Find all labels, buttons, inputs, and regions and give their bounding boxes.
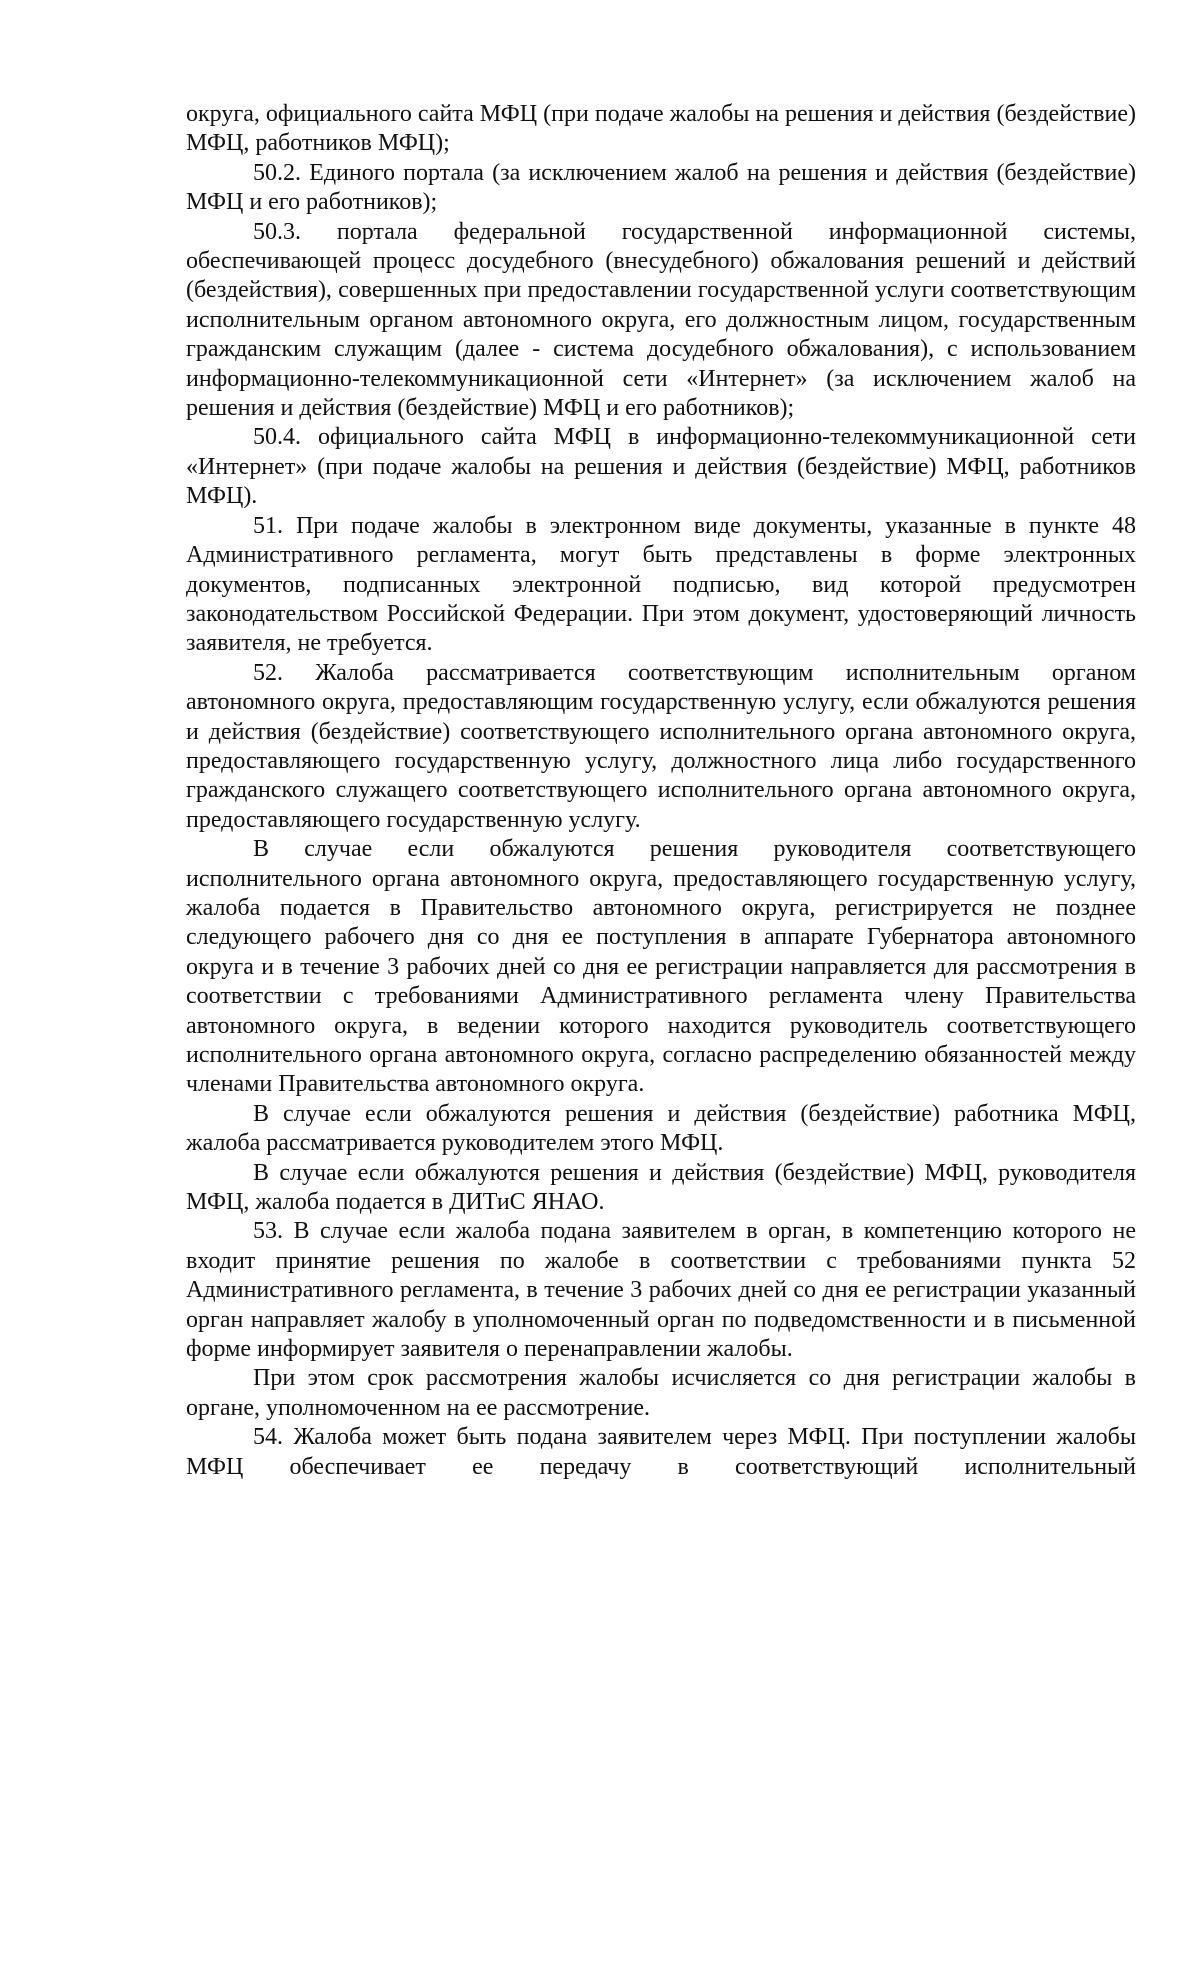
- paragraph-50-4: 50.4. официального сайта МФЦ в информационно-телекоммуникационной сети «Интернет» (при подаче жалобы на решения и действия (бездействие) МФЦ, работников МФЦ).: [186, 424, 1136, 510]
- paragraph-52-governor-case: В случае если обжалуются решения руководителя соответствующего исполнительного органа автономного округа, предоставляющего государственную услугу, жалоба подается в Правительство автономного округа, регистрируется не позднее следующего рабочего дня со дня ее поступления в аппарате Губернатора автономного округа и в течение 3 рабочих дней со дня ее регистрации направляется для рассмотрения в соответствии с требованиями Административного регламента члену Правительства автономного округа, в ведении которого находится руководитель соответствующего исполнительного органа автономного округа, согласно распределению обязанностей между членами Правительства автономного округа.: [186, 836, 1136, 1098]
- paragraph-continuation: округа, официального сайта МФЦ (при подаче жалобы на решения и действия (бездействие) МФЦ, работников МФЦ);: [186, 101, 1136, 157]
- paragraph-53: 53. В случае если жалоба подана заявителем в орган, в компетенцию которого не входит принятие решения по жалобе в соответствии с требованиями пункта 52 Административного регламента, в течение 3 рабочих дней со дня ее регистрации указанный орган направляет жалобу в уполномоченный орган по подведомственности и в письменной форме информирует заявителя о перенаправлении жалобы.: [186, 1218, 1136, 1363]
- paragraph-50-3: 50.3. портала федеральной государственной информационной системы, обеспечивающей процесс досудебного (внесудебного) обжалования решений и действий (бездействия), совершенных при предоставлении государственной услуги соответствующим исполнительным органом автономного округа, его должностным лицом, государственным гражданским служащим (далее - система досудебного обжалования), с использованием информационно-телекоммуникационной сети «Интернет» (за исключением жалоб на решения и действия (бездействие) МФЦ и его работников);: [186, 218, 1136, 422]
- paragraph-54: 54. Жалоба может быть подана заявителем через МФЦ. При поступлении жалобы МФЦ обеспечивает ее передачу в соответствующий исполнительный: [186, 1424, 1136, 1480]
- paragraph-52: 52. Жалоба рассматривается соответствующим исполнительным органом автономного округа, предоставляющим государственную услугу, если обжалуются решения и действия (бездействие) соответствующего исполнительного органа автономного округа, предоставляющего государственную услугу, должностного лица либо государственного гражданского служащего соответствующего исполнительного органа автономного округа, предоставляющего государственную услугу.: [186, 659, 1136, 833]
- paragraph-53-term: При этом срок рассмотрения жалобы исчисляется со дня регистрации жалобы в органе, уполномоченном на ее рассмотрение.: [186, 1365, 1136, 1421]
- paragraph-52-mfc-worker-case: В случае если обжалуются решения и действия (бездействие) работника МФЦ, жалоба рассматривается руководителем этого МФЦ.: [186, 1100, 1136, 1157]
- paragraph-51: 51. При подаче жалобы в электронном виде документы, указанные в пункте 48 Административного регламента, могут быть представлены в форме электронных документов, подписанных электронной подписью, вид которой предусмотрен законодательством Российской Федерации. При этом документ, удостоверяющий личность заявителя, не требуется.: [186, 512, 1136, 657]
- paragraph-52-mfc-head-case: В случае если обжалуются решения и действия (бездействие) МФЦ, руководителя МФЦ, жалоба подается в ДИТиС ЯНАО.: [186, 1159, 1136, 1216]
- document-page: [186, 100, 1136, 1482]
- paragraph-50-2: 50.2. Единого портала (за исключением жалоб на решения и действия (бездействие) МФЦ и его работников);: [186, 159, 1136, 216]
